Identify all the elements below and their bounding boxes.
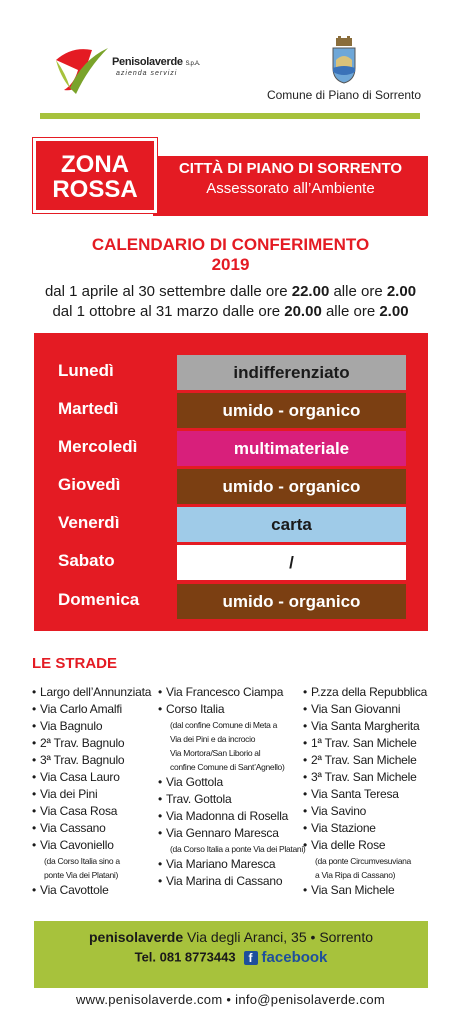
- waste-type: umido - organico: [177, 393, 406, 428]
- office-subtitle: Assessorato all’Ambiente: [206, 180, 375, 197]
- street-item: • 2ª Trav. Bagnulo: [32, 735, 151, 752]
- calendar-row-venerdi: [34, 507, 428, 542]
- street-item: • Largo dell’Annunziata: [32, 684, 151, 701]
- collection-calendar: [34, 333, 428, 631]
- calendar-row-mercoledi: [34, 431, 428, 466]
- coat-of-arms-icon: [330, 36, 358, 84]
- street-item: • Via Cassano: [32, 820, 151, 837]
- day-label: Domenica: [58, 590, 140, 609]
- comune-name: Comune di Piano di Sorrento: [266, 88, 422, 102]
- schedule-1-to: 2.00: [386, 283, 417, 300]
- zona-banner: [33, 138, 428, 228]
- waste-type: carta: [177, 507, 406, 542]
- street-item: • Via Casa Rosa: [32, 803, 151, 820]
- street-item: • 3ª Trav. Bagnulo: [32, 752, 151, 769]
- footer-brand: penisolaverde: [88, 929, 184, 945]
- waste-type: indifferenziato: [177, 355, 406, 390]
- street-item: • Via Gottola: [158, 774, 305, 791]
- street-note: confine Comune di Sant’Agnello): [170, 762, 285, 772]
- calendar-row-giovedi: [34, 469, 428, 504]
- waste-type: umido - organico: [177, 469, 406, 504]
- waste-type: multimateriale: [177, 431, 406, 466]
- facebook-link[interactable]: [244, 949, 328, 966]
- street-item: • Via Gennaro Maresca: [158, 825, 305, 842]
- street-item: • Via Stazione: [303, 820, 427, 837]
- day-label: Venerdì: [58, 513, 120, 532]
- calendar-row-domenica: [34, 584, 428, 619]
- header-divider: [40, 113, 420, 119]
- street-item: • Via Bagnulo: [32, 718, 151, 735]
- street-item: • 1ª Trav. San Michele: [303, 735, 427, 752]
- zona-label-line2: ROSSA: [52, 176, 138, 203]
- footer-address: Via degli Aranci, 35 • Sorrento: [183, 929, 374, 945]
- waste-type: umido - organico: [177, 584, 406, 619]
- schedule-1-period: dal 1 aprile al 30 settembre dalle ore: [44, 283, 292, 300]
- calendar-year: 2019: [211, 255, 250, 274]
- day-label: Martedì: [58, 399, 119, 418]
- schedule-1-from: 22.00: [291, 283, 330, 300]
- street-item: • Via Carlo Amalfi: [32, 701, 151, 718]
- street-note: (da Corso Italia sino a: [44, 856, 120, 866]
- street-note: (da Corso Italia a ponte Via dei Platani): [170, 844, 306, 854]
- calendar-row-martedi: [34, 393, 428, 428]
- street-note: a Via Ripa di Cassano): [315, 870, 396, 880]
- brand-suffix: S.p.A.: [185, 61, 201, 67]
- footer-phone: Tel. 081 8773443: [134, 949, 236, 965]
- street-item: • Via dei Pini: [32, 786, 151, 803]
- street-item: • Via Santa Teresa: [303, 786, 427, 803]
- day-label: Sabato: [58, 551, 115, 570]
- street-note: (dal confine Comune di Meta a: [170, 720, 278, 730]
- street-item: • Trav. Gottola: [158, 791, 305, 808]
- calendar-title-text: CALENDARIO DI CONFERIMENTO: [91, 235, 370, 254]
- street-item: • Via Mariano Maresca: [158, 856, 305, 873]
- waste-type: /: [177, 545, 406, 580]
- schedule-line-1: [0, 283, 461, 300]
- street-item: • Via Santa Margherita: [303, 718, 427, 735]
- streets-column-2: [158, 684, 305, 890]
- street-note: Via Mortora/San Liborio al: [170, 748, 261, 758]
- street-item: • Via Cavottole: [32, 882, 151, 899]
- comune-logo: [266, 36, 422, 106]
- city-title: CITTÀ DI PIANO DI SORRENTO: [178, 160, 403, 177]
- street-note: Via dei Pini e da incrocio: [170, 734, 256, 744]
- footer-web[interactable]: www.penisolaverde.com • info@penisolaverde.com: [75, 992, 386, 1007]
- city-band: [151, 156, 428, 216]
- brand-name: Penisolaverde: [112, 56, 183, 68]
- street-item: • Via Francesco Ciampa: [158, 684, 305, 701]
- footer-contacts: [34, 921, 428, 988]
- penisolaverde-logo-mark: [52, 40, 110, 96]
- street-item: • Via San Michele: [303, 882, 427, 899]
- street-item: • 3ª Trav. San Michele: [303, 769, 427, 786]
- calendar-row-lunedi: [34, 355, 428, 390]
- street-item: • Via Casa Lauro: [32, 769, 151, 786]
- street-item: • P.zza della Repubblica: [303, 684, 427, 701]
- street-item: • Via Madonna di Rosella: [158, 808, 305, 825]
- header: [0, 0, 461, 120]
- street-item: • Corso Italia: [158, 701, 305, 718]
- street-note: (da ponte Circumvesuviana: [315, 856, 411, 866]
- schedule-2-period: dal 1 ottobre al 31 marzo dalle ore: [52, 303, 285, 320]
- schedule-2-to: 2.00: [379, 303, 409, 320]
- zona-rossa-label: [33, 138, 157, 213]
- calendar-title: [0, 235, 461, 275]
- facebook-label: facebook: [261, 949, 328, 966]
- street-item: • Via Savino: [303, 803, 427, 820]
- streets-column-3: [303, 684, 427, 899]
- street-item: • Via Marina di Cassano: [158, 873, 305, 890]
- street-item: • Via Cavoniello: [32, 837, 151, 854]
- calendar-row-sabato: [34, 545, 428, 580]
- schedule-line-2: [0, 303, 461, 320]
- schedule-2-from: 20.00: [284, 303, 322, 320]
- day-label: Lunedì: [58, 361, 114, 380]
- brand-subtitle: azienda servizi: [116, 70, 178, 77]
- street-item: • Via San Giovanni: [303, 701, 427, 718]
- penisolaverde-logo: [52, 40, 201, 96]
- streets-column-1: [32, 684, 151, 899]
- street-note: ponte Via dei Platani): [44, 870, 119, 880]
- schedule-2-connector: alle ore: [321, 303, 380, 320]
- street-item: • Via delle Rose: [303, 837, 427, 854]
- street-item: • 2ª Trav. San Michele: [303, 752, 427, 769]
- zona-label-line1: ZONA: [61, 151, 129, 178]
- day-label: Giovedì: [58, 475, 121, 494]
- day-label: Mercoledì: [58, 437, 138, 456]
- schedule-1-connector: alle ore: [329, 283, 387, 300]
- streets-title: LE STRADE: [32, 655, 118, 672]
- facebook-icon: f: [244, 951, 258, 965]
